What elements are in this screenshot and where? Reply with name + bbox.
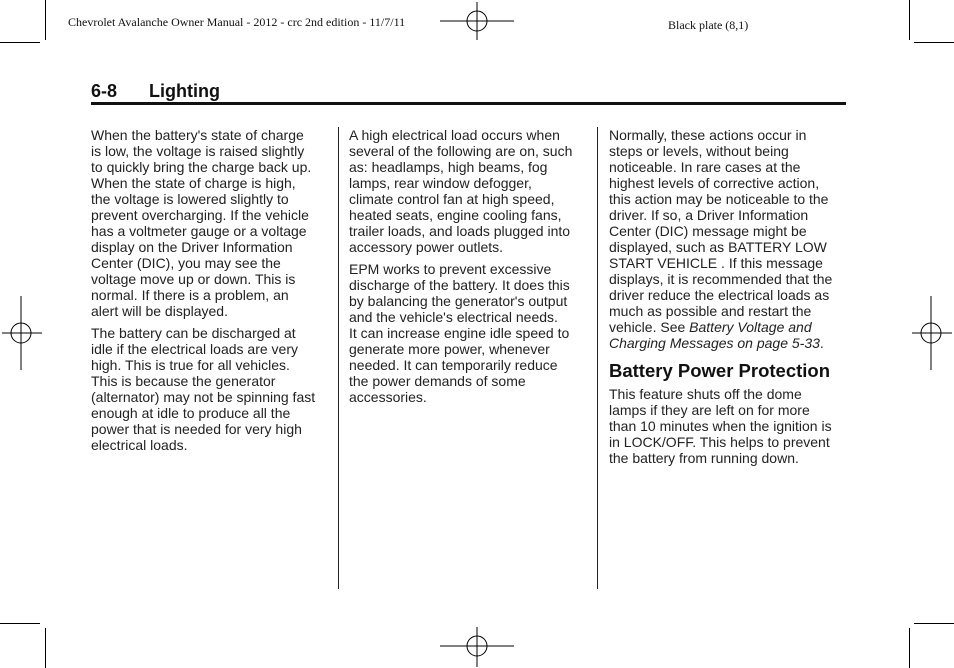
- text-fragment: vehicle. See: [609, 319, 690, 335]
- text-line: The battery can be discharged at: [91, 325, 296, 341]
- column-divider-1: [338, 127, 339, 589]
- text-line: as: headlamps, high beams, fog: [349, 159, 548, 175]
- plate-label: Black plate (8,1): [668, 18, 749, 32]
- paragraph: [91, 325, 331, 453]
- text-line: by balancing the generator's output: [349, 293, 568, 309]
- crop-mark-br-v: [909, 628, 910, 668]
- text-line: It can increase engine idle speed to: [349, 325, 570, 341]
- manual-title: Chevrolet Avalanche Owner Manual - 2012 - crc 2nd edition - 11/7/11: [68, 15, 406, 29]
- text-line: driver. If so, a Driver Information: [609, 207, 809, 223]
- text-line: prevent overcharging. If the vehicle: [91, 207, 309, 223]
- registration-mark-top: [440, 2, 514, 42]
- column-divider-2: [597, 127, 598, 589]
- crop-mark-tl-h: [0, 42, 40, 43]
- text-line: EPM works to prevent excessive: [349, 261, 552, 277]
- cross-reference-link[interactable]: Battery Voltage and: [689, 319, 812, 335]
- text-line: When the state of charge is high,: [91, 175, 296, 191]
- section-header: [91, 80, 846, 104]
- text-line: is low, the voltage is raised slightly: [91, 143, 305, 159]
- crop-mark-tl-v: [45, 0, 46, 40]
- text-line: [609, 319, 849, 335]
- text-line: displayed, such as BATTERY LOW: [609, 239, 827, 255]
- text-line: power that is needed for very high: [91, 421, 302, 437]
- paragraph: [91, 127, 331, 319]
- registration-mark-bottom: [440, 627, 514, 667]
- text-line: discharge of the battery. It does this: [349, 277, 570, 293]
- paragraph: [349, 127, 589, 255]
- text-line: Center (DIC), you may see the: [91, 255, 281, 271]
- text-line: electrical loads.: [91, 437, 188, 453]
- text-line: voltage move up or down. This is: [91, 271, 296, 287]
- crop-mark-bl-h: [0, 623, 40, 624]
- text-line: accessories.: [349, 389, 427, 405]
- column-2: [349, 127, 589, 411]
- text-line: enough at idle to produce all the: [91, 405, 291, 421]
- text-line: much as possible and restart the: [609, 303, 812, 319]
- text-line: When the battery's state of charge: [91, 127, 304, 143]
- text-line: (alternator) may not be spinning fast: [91, 389, 316, 405]
- text-line: than 10 minutes when the ignition is: [609, 418, 832, 434]
- text-line: lamps if they are left on for more: [609, 402, 810, 418]
- text-line: this action may be noticeable to the: [609, 191, 829, 207]
- section-title: Lighting: [149, 81, 220, 101]
- text-line: This feature shuts off the dome: [609, 386, 802, 402]
- text-line: and the vehicle's electrical needs.: [349, 309, 558, 325]
- column-3: [609, 127, 849, 472]
- column-1: [91, 127, 331, 459]
- section-rule: [91, 102, 846, 105]
- text-line: the voltage is lowered slightly to: [91, 191, 289, 207]
- text-line: displays, it is recommended that the: [609, 271, 833, 287]
- crop-mark-br-h: [914, 623, 954, 624]
- text-line: START VEHICLE . If this message: [609, 255, 823, 271]
- text-line: noticeable. In rare cases at the: [609, 159, 801, 175]
- cross-reference-link[interactable]: Charging Messages on page 5-33: [609, 335, 820, 351]
- crop-mark-bl-v: [45, 628, 46, 668]
- crop-mark-tr-v: [909, 0, 910, 40]
- paragraph: [609, 386, 849, 466]
- text-line: highest levels of corrective action,: [609, 175, 820, 191]
- subsection-heading: Battery Power Protection: [609, 360, 831, 381]
- text-line: climate control fan at high speed,: [349, 191, 555, 207]
- text-line: the battery from running down.: [609, 450, 799, 466]
- text-line: generate more power, whenever: [349, 341, 550, 357]
- text-line: has a voltmeter gauge or a voltage: [91, 223, 307, 239]
- text-line: A high electrical load occurs when: [349, 127, 560, 143]
- text-line: alert will be displayed.: [91, 303, 228, 319]
- registration-mark-right: [912, 296, 952, 370]
- paragraph: [349, 261, 589, 405]
- section-number: 6-8: [91, 81, 118, 101]
- text-line: display on the Driver Information: [91, 239, 293, 255]
- text-line: Center (DIC) message might be: [609, 223, 807, 239]
- registration-mark-left: [2, 296, 42, 370]
- text-line: This is because the generator: [91, 373, 276, 389]
- paragraph: [609, 127, 849, 351]
- text-line: driver reduce the electrical loads as: [609, 287, 830, 303]
- text-line: needed. It can temporarily reduce: [349, 357, 558, 373]
- text-line: Normally, these actions occur in: [609, 127, 807, 143]
- text-line: accessory power outlets.: [349, 239, 504, 255]
- text-line: in LOCK/OFF. This helps to prevent: [609, 434, 830, 450]
- text-line: high. This is true for all vehicles.: [91, 357, 290, 373]
- text-line: trailer loads, and loads plugged into: [349, 223, 571, 239]
- text-fragment: .: [819, 335, 824, 351]
- text-line: heated seats, engine cooling fans,: [349, 207, 562, 223]
- text-line: to quickly bring the charge back up.: [91, 159, 312, 175]
- crop-mark-tr-h: [914, 42, 954, 43]
- text-line: [609, 335, 849, 351]
- text-line: idle if the electrical loads are very: [91, 341, 298, 357]
- text-line: several of the following are on, such: [349, 143, 573, 159]
- text-line: the power demands of some: [349, 373, 526, 389]
- text-line: steps or levels, without being: [609, 143, 789, 159]
- text-line: lamps, rear window defogger,: [349, 175, 532, 191]
- text-line: normal. If there is a problem, an: [91, 287, 289, 303]
